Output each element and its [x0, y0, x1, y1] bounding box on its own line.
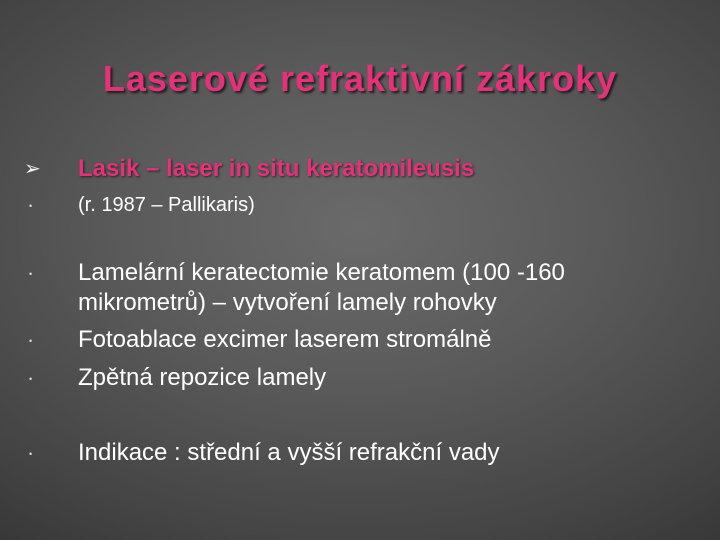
list-item-text: Zpětná repozice lamely [78, 364, 327, 391]
arrow-bullet-icon: ➢ [24, 158, 41, 180]
dot-bullet-icon: • [29, 374, 33, 384]
list-item-text: Lasik – laser in situ keratomileusis [78, 155, 475, 182]
list-item-text: mikrometrů) – vytvoření lamely rohovky [78, 289, 497, 316]
list-item-text: Indikace : střední a vyšší refrakční vady [78, 439, 500, 466]
dot-bullet-icon: • [29, 449, 33, 459]
dot-bullet-icon: • [29, 336, 33, 346]
list-item-text: Lamelární keratectomie keratomem (100 -160 [78, 259, 565, 286]
list-item-text: (r. 1987 – Pallikaris) [78, 194, 255, 216]
slide-title: Laserové refraktivní zákroky [102, 58, 618, 99]
list-item-text: Fotoablace excimer laserem stromálně [78, 326, 492, 353]
dot-bullet-icon: • [29, 269, 33, 279]
dot-bullet-icon: • [29, 201, 33, 211]
